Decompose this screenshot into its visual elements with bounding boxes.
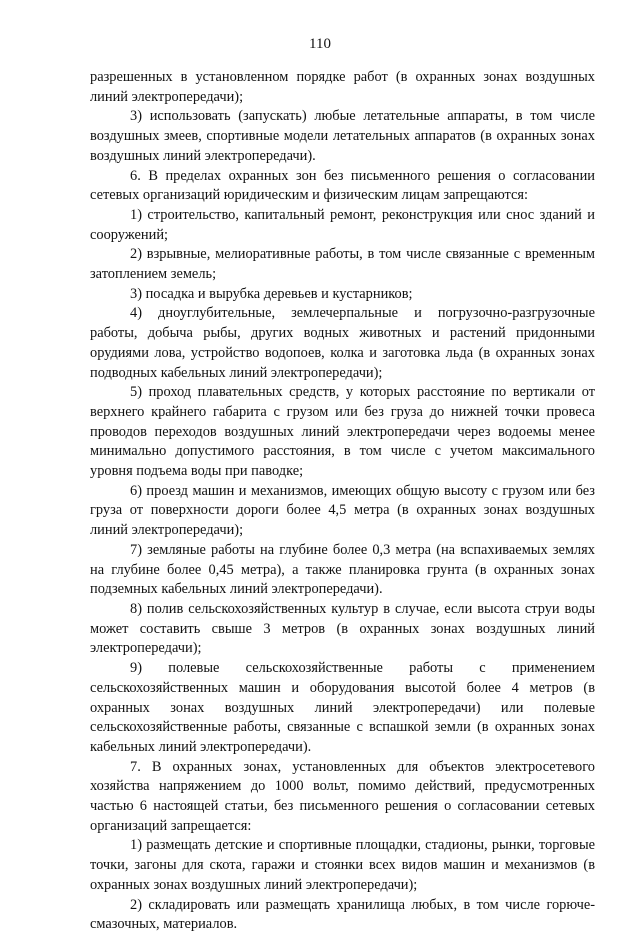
paragraph: 4) дноуглубительные, землечерпальные и погрузочно-разгрузочные работы, добыча рыбы, других водных животных и растений придонными орудиями лова, устройство водопоев, колка и заготовка льда (в охранных зонах подводных кабельных линий электропередачи); bbox=[90, 305, 595, 381]
paragraph: 3) использовать (запускать) любые летательные аппараты, в том числе воздушных змеев, спортивные модели летательных аппаратов (в охранных зонах воздушных линий электропередачи). bbox=[90, 108, 595, 164]
paragraph: 6. В пределах охранных зон без письменного решения о согласовании сетевых организаций юридическим и физическим лицам запрещаются: bbox=[90, 167, 595, 204]
paragraph: 7. В охранных зонах, установленных для объектов электросетевого хозяйства напряжением до 1000 вольт, помимо действий, предусмотренных частью 6 настоящей статьи, без письменного решения о согласовании сетевых организаций запрещается: bbox=[90, 758, 595, 834]
paragraph: 1) строительство, капитальный ремонт, реконструкция или снос зданий и сооружений; bbox=[90, 206, 595, 243]
page-number: 110 bbox=[309, 36, 331, 52]
paragraph: 5) проход плавательных средств, у которых расстояние по вертикали от верхнего крайнего габарита с грузом или без груза до нижней точки провеса проводов переходов воздушных линий электропередачи через водоемы менее минимально допустимого расстояния, в том числе с учетом максимального уровня подъема воды при паводке; bbox=[90, 384, 595, 480]
paragraph: 7) земляные работы на глубине более 0,3 метра (на вспахиваемых землях на глубине более 0,45 метра), а также планировка грунта (в охранных зонах подземных кабельных линий электропередачи). bbox=[90, 541, 595, 598]
paragraph: 6) проезд машин и механизмов, имеющих общую высоту с грузом или без груза от поверхности дороги более 4,5 метра (в охранных зонах воздушных линий электропередачи); bbox=[90, 482, 595, 539]
paragraph: 2) складировать или размещать хранилища любых, в том числе горюче-смазочных, материалов. bbox=[90, 896, 595, 933]
paragraph: разрешенных в установленном порядке работ (в охранных зонах воздушных линий электропередачи); bbox=[90, 69, 595, 105]
paragraph: 1) размещать детские и спортивные площадки, стадионы, рынки, торговые точки, загоны для скота, гаражи и стоянки всех видов машин и механизмов (в охранных зонах воздушных линий электропередачи); bbox=[90, 837, 595, 893]
paragraph: 3) посадка и вырубка деревьев и кустарников; bbox=[130, 285, 413, 302]
paragraph: 8) полив сельскохозяйственных культур в случае, если высота струи воды может составить свыше 3 метров (в охранных зонах воздушных линий электропередачи); bbox=[90, 600, 595, 657]
paragraph: 9) полевые сельскохозяйственные работы с применением сельскохозяйственных машин и оборудования высотой более 4 метров (в охранных зонах воздушных линий электропередачи) или полевые сельскохозяйственные работы, связанные с вспашкой земли (в охранных зонах кабельных линий электропередачи). bbox=[90, 660, 595, 755]
document-body bbox=[90, 68, 595, 935]
paragraph: 2) взрывные, мелиоративные работы, в том числе связанные с временным затоплением земель; bbox=[90, 246, 595, 283]
